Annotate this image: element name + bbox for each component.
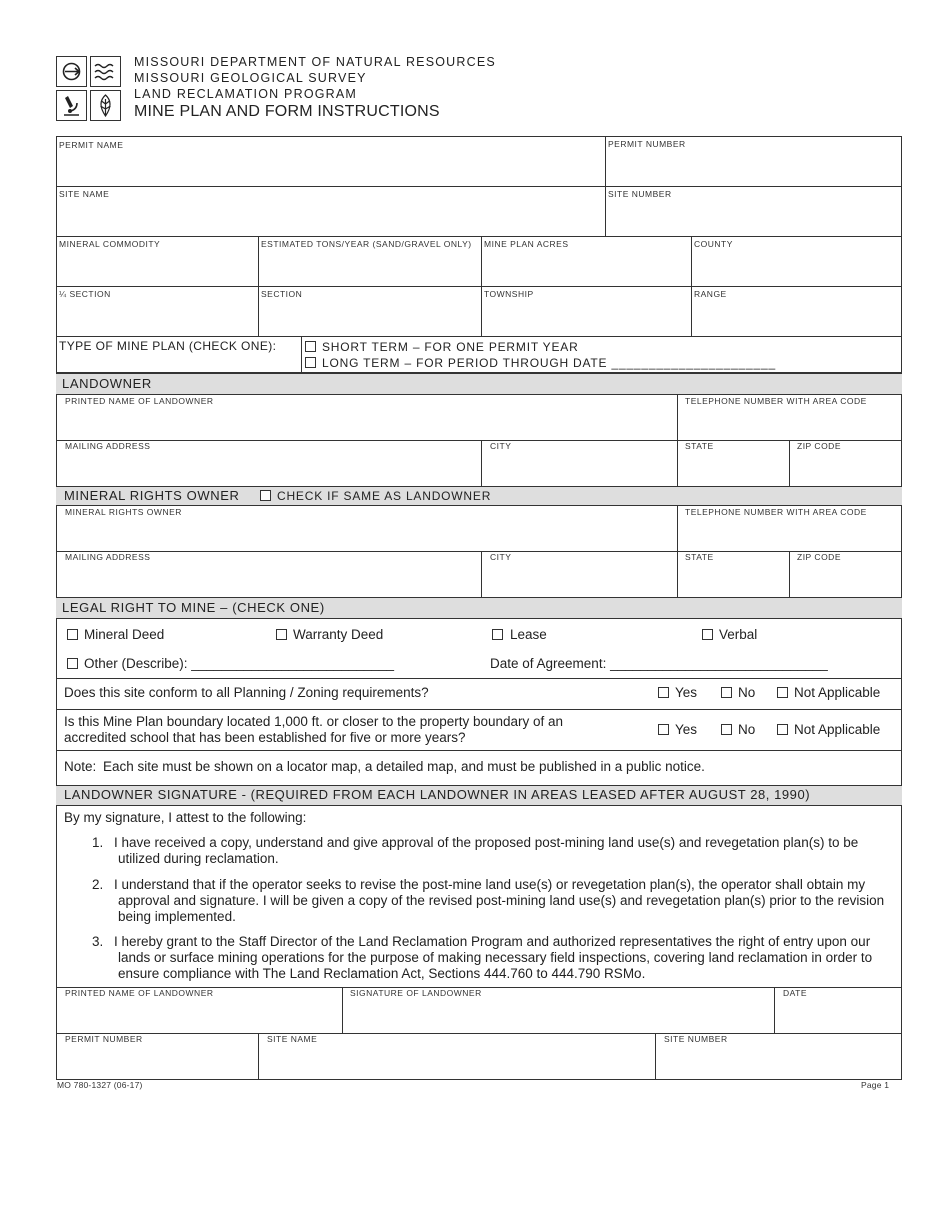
school-question-line2: accredited school that has been established for five or more years? xyxy=(64,730,466,745)
landowner-address-field[interactable]: MAILING ADDRESS xyxy=(65,441,151,451)
site-number-field[interactable]: SITE NUMBER xyxy=(608,189,672,199)
agency-logo-icon xyxy=(56,56,87,87)
verbal-label: Verbal xyxy=(719,627,758,642)
mineral-owner-zip-field[interactable]: ZIP CODE xyxy=(797,552,841,562)
signature-heading: LANDOWNER SIGNATURE - (REQUIRED FROM EACH LANDOWNER IN AREAS LEASED AFTER AUGUST 28, 1990) xyxy=(64,787,811,802)
township-field[interactable]: TOWNSHIP xyxy=(484,289,534,299)
attest-item-3: 3. I hereby grant to the Staff Director of the Land Reclamation Program and authorized representatives the right of entry upon our lands or surface mining operations for the purpose of making necessary field inspections, covering land reclamation in order to ensure compliance with The Land Reclamation Act, Sections 444.760 to 444.790 RSMo. xyxy=(92,934,873,981)
other-describe-field[interactable]: Other (Describe): ___________________________ xyxy=(84,656,394,671)
landowner-state-field[interactable]: STATE xyxy=(685,441,714,451)
zoning-no-label: No xyxy=(738,685,756,700)
note-label: Note: xyxy=(64,759,97,774)
permit-info-section xyxy=(56,136,902,373)
mineral-deed-checkbox[interactable] xyxy=(67,629,78,640)
verbal-checkbox[interactable] xyxy=(702,629,713,640)
landowner-name-field[interactable]: PRINTED NAME OF LANDOWNER xyxy=(65,396,214,406)
long-term-checkbox[interactable] xyxy=(305,357,316,368)
zoning-yes-label: Yes xyxy=(675,685,698,700)
attest-intro: By my signature, I attest to the following: xyxy=(64,810,307,825)
sig-site-number-field[interactable]: SITE NUMBER xyxy=(664,1034,728,1044)
plan-type-label: TYPE OF MINE PLAN (CHECK ONE): xyxy=(59,339,277,353)
short-term-checkbox[interactable] xyxy=(305,341,316,352)
landowner-city-field[interactable]: CITY xyxy=(490,441,512,451)
landowner-zip-field[interactable]: ZIP CODE xyxy=(797,441,841,451)
landowner-telephone-field[interactable]: TELEPHONE NUMBER WITH AREA CODE xyxy=(685,396,867,406)
range-field[interactable]: RANGE xyxy=(694,289,727,299)
zoning-yes-checkbox[interactable] xyxy=(658,687,669,698)
form-number: MO 780-1327 (06-17) xyxy=(57,1080,143,1090)
school-na-label: Not Applicable xyxy=(794,722,881,737)
landowner-band xyxy=(56,373,902,395)
date-of-agreement-field[interactable]: Date of Agreement: _____________________________ xyxy=(490,656,828,671)
page-title: MINE PLAN AND FORM INSTRUCTIONS xyxy=(134,103,440,120)
mine-plan-acres-field[interactable]: MINE PLAN ACRES xyxy=(484,239,569,249)
mineral-deed-label: Mineral Deed xyxy=(84,627,165,642)
leaf-icon xyxy=(90,90,121,121)
sig-date-field[interactable]: DATE xyxy=(783,988,808,998)
warranty-deed-checkbox[interactable] xyxy=(276,629,287,640)
school-na-checkbox[interactable] xyxy=(777,724,788,735)
school-question-line1: Is this Mine Plan boundary located 1,000 ft. or closer to the property boundary of an xyxy=(64,714,564,729)
lease-label: Lease xyxy=(510,627,547,642)
water-icon xyxy=(90,56,121,87)
county-field[interactable]: COUNTY xyxy=(694,239,733,249)
attest-item-1: 1. I have received a copy, understand and give approval of the proposed post-mining land use(s) and revegetation plan(s) to be utilized during reclamation. xyxy=(92,835,859,866)
same-as-landowner-label: CHECK IF SAME AS LANDOWNER xyxy=(277,489,492,503)
mineral-rights-heading: MINERAL RIGHTS OWNER xyxy=(64,488,240,503)
zoning-no-checkbox[interactable] xyxy=(721,687,732,698)
mineral-owner-address-field[interactable]: MAILING ADDRESS xyxy=(65,552,151,562)
site-name-field[interactable]: SITE NAME xyxy=(59,189,110,199)
permit-name-field[interactable]: PERMIT NAME xyxy=(59,140,124,150)
permit-number-field[interactable]: PERMIT NUMBER xyxy=(608,139,686,149)
mineral-owner-telephone-field[interactable]: TELEPHONE NUMBER WITH AREA CODE xyxy=(685,507,867,517)
long-term-label: LONG TERM – FOR PERIOD THROUGH DATE ______________________ xyxy=(322,356,776,370)
lease-checkbox[interactable] xyxy=(492,629,503,640)
sig-printed-name-field[interactable]: PRINTED NAME OF LANDOWNER xyxy=(65,988,214,998)
legal-right-heading: LEGAL RIGHT TO MINE – (CHECK ONE) xyxy=(62,600,325,615)
other-checkbox[interactable] xyxy=(67,658,78,669)
dept-name: MISSOURI DEPARTMENT OF NATURAL RESOURCES xyxy=(134,55,496,69)
sig-site-name-field[interactable]: SITE NAME xyxy=(267,1034,318,1044)
page-number: Page 1 xyxy=(861,1080,890,1090)
program-name: LAND RECLAMATION PROGRAM xyxy=(134,87,358,101)
microscope-icon xyxy=(56,90,87,121)
warranty-deed-label: Warranty Deed xyxy=(293,627,384,642)
estimated-tons-field[interactable]: ESTIMATED TONS/YEAR (SAND/GRAVEL ONLY) xyxy=(261,239,472,249)
short-term-label: SHORT TERM – FOR ONE PERMIT YEAR xyxy=(322,340,579,354)
landowner-heading: LANDOWNER xyxy=(62,376,152,391)
school-no-checkbox[interactable] xyxy=(721,724,732,735)
quarter-section-field[interactable]: ¼ SECTION xyxy=(59,289,111,299)
zoning-na-label: Not Applicable xyxy=(794,685,881,700)
mineral-owner-state-field[interactable]: STATE xyxy=(685,552,714,562)
survey-name: MISSOURI GEOLOGICAL SURVEY xyxy=(134,71,367,85)
zoning-na-checkbox[interactable] xyxy=(777,687,788,698)
school-yes-checkbox[interactable] xyxy=(658,724,669,735)
mineral-commodity-field[interactable]: MINERAL COMMODITY xyxy=(59,239,161,249)
attest-item-2: 2. I understand that if the operator seeks to revise the post-mine land use(s) or revegetation plan(s), the operator shall obtain my approval and signature. I will be given a copy of the revised post-mining land use(s) and revegetation plan(s) prior to the revision being implemented. xyxy=(92,877,885,924)
same-as-landowner-checkbox[interactable] xyxy=(260,490,271,501)
sig-permit-number-field[interactable]: PERMIT NUMBER xyxy=(65,1034,143,1044)
zoning-question: Does this site conform to all Planning / Zoning requirements? xyxy=(64,685,429,700)
mineral-owner-field[interactable]: MINERAL RIGHTS OWNER xyxy=(65,507,182,517)
school-yes-label: Yes xyxy=(675,722,698,737)
school-no-label: No xyxy=(738,722,756,737)
sig-signature-field[interactable]: SIGNATURE OF LANDOWNER xyxy=(350,988,482,998)
mineral-owner-city-field[interactable]: CITY xyxy=(490,552,512,562)
section-field[interactable]: SECTION xyxy=(261,289,303,299)
note-text: Each site must be shown on a locator map, a detailed map, and must be published in a public notice. xyxy=(103,759,705,774)
